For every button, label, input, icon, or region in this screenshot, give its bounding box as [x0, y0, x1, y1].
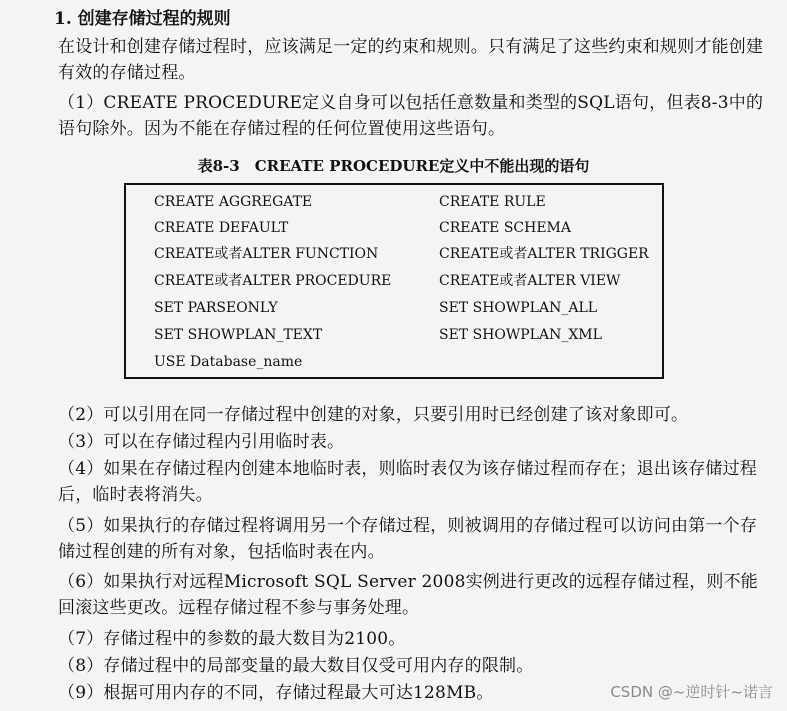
- intro-paragraph: [18, 34, 770, 86]
- table-cell-left: CREATE或者ALTER PROCEDURE: [154, 273, 392, 289]
- rule-1-paragraph: [18, 90, 770, 142]
- table-cell-left: SET PARSEONLY: [154, 300, 278, 316]
- rule-paragraph: [18, 429, 770, 455]
- section-heading: 1. 创建存储过程的规则: [54, 9, 231, 29]
- rule-text: （5）如果执行的存储过程将调用另一个存储过程，则被调用的存储过程可以访问由第一个存储过程创建的所有对象，包括临时表在内。: [58, 516, 758, 562]
- table-cell-right: CREATE或者ALTER TRIGGER: [439, 246, 649, 262]
- table-cell-right: SET SHOWPLAN_XML: [439, 327, 602, 343]
- rule-text: （2）可以引用在同一存储过程中创建的对象，只要引用时已经创建了该对象即可。: [58, 405, 689, 425]
- table-cell-left: SET SHOWPLAN_TEXT: [154, 327, 323, 343]
- rule-paragraph: [18, 569, 770, 621]
- rule-text: （3）可以在存储过程内引用临时表。: [58, 432, 345, 452]
- statements-table: [124, 183, 664, 379]
- table-caption: 表8-3 CREATE PROCEDURE定义中不能出现的语句: [197, 157, 590, 175]
- rule-paragraph: [18, 513, 770, 565]
- rule-paragraph: [18, 626, 770, 652]
- rule-text: （6）如果执行对远程Microsoft SQL Server 2008实例进行更改的远程存储过程，则不能回滚这些更改。远程存储过程不参与事务处理。: [58, 572, 758, 618]
- rule-1-text: （1）CREATE PROCEDURE定义自身可以包括任意数量和类型的SQL语句，但表8-3中的语句除外。因为不能在存储过程的任何位置使用这些语句。: [58, 93, 764, 139]
- rule-paragraph: [18, 653, 770, 679]
- table-cell-left: CREATE AGGREGATE: [154, 194, 313, 210]
- rule-text: （4）如果在存储过程内创建本地临时表，则临时表仅为该存储过程而存在；退出该存储过程后，临时表将消失。: [58, 459, 758, 505]
- table-cell-left: CREATE DEFAULT: [154, 220, 289, 236]
- intro-text: 在设计和创建存储过程时，应该满足一定的约束和规则。只有满足了这些约束和规则才能创建有效的存储过程。: [58, 37, 764, 83]
- rule-text: （9）根据可用内存的不同，存储过程最大可达128MB。: [58, 683, 494, 703]
- table-cell-right: CREATE SCHEMA: [439, 220, 572, 236]
- rule-paragraph: [18, 402, 770, 428]
- table-cell-right: SET SHOWPLAN_ALL: [439, 300, 598, 316]
- table-cell-left: USE Database_name: [154, 354, 303, 370]
- rule-text: （8）存储过程中的局部变量的最大数目仅受可用内存的限制。: [58, 656, 534, 676]
- table-cell-right: CREATE RULE: [439, 194, 546, 210]
- rule-text: （7）存储过程中的参数的最大数目为2100。: [58, 629, 406, 649]
- csdn-watermark: CSDN @~逆时针~诺言: [610, 683, 773, 701]
- table-cell-right: CREATE或者ALTER VIEW: [439, 273, 621, 289]
- rule-paragraph: [18, 456, 770, 508]
- table-cell-left: CREATE或者ALTER FUNCTION: [154, 246, 379, 262]
